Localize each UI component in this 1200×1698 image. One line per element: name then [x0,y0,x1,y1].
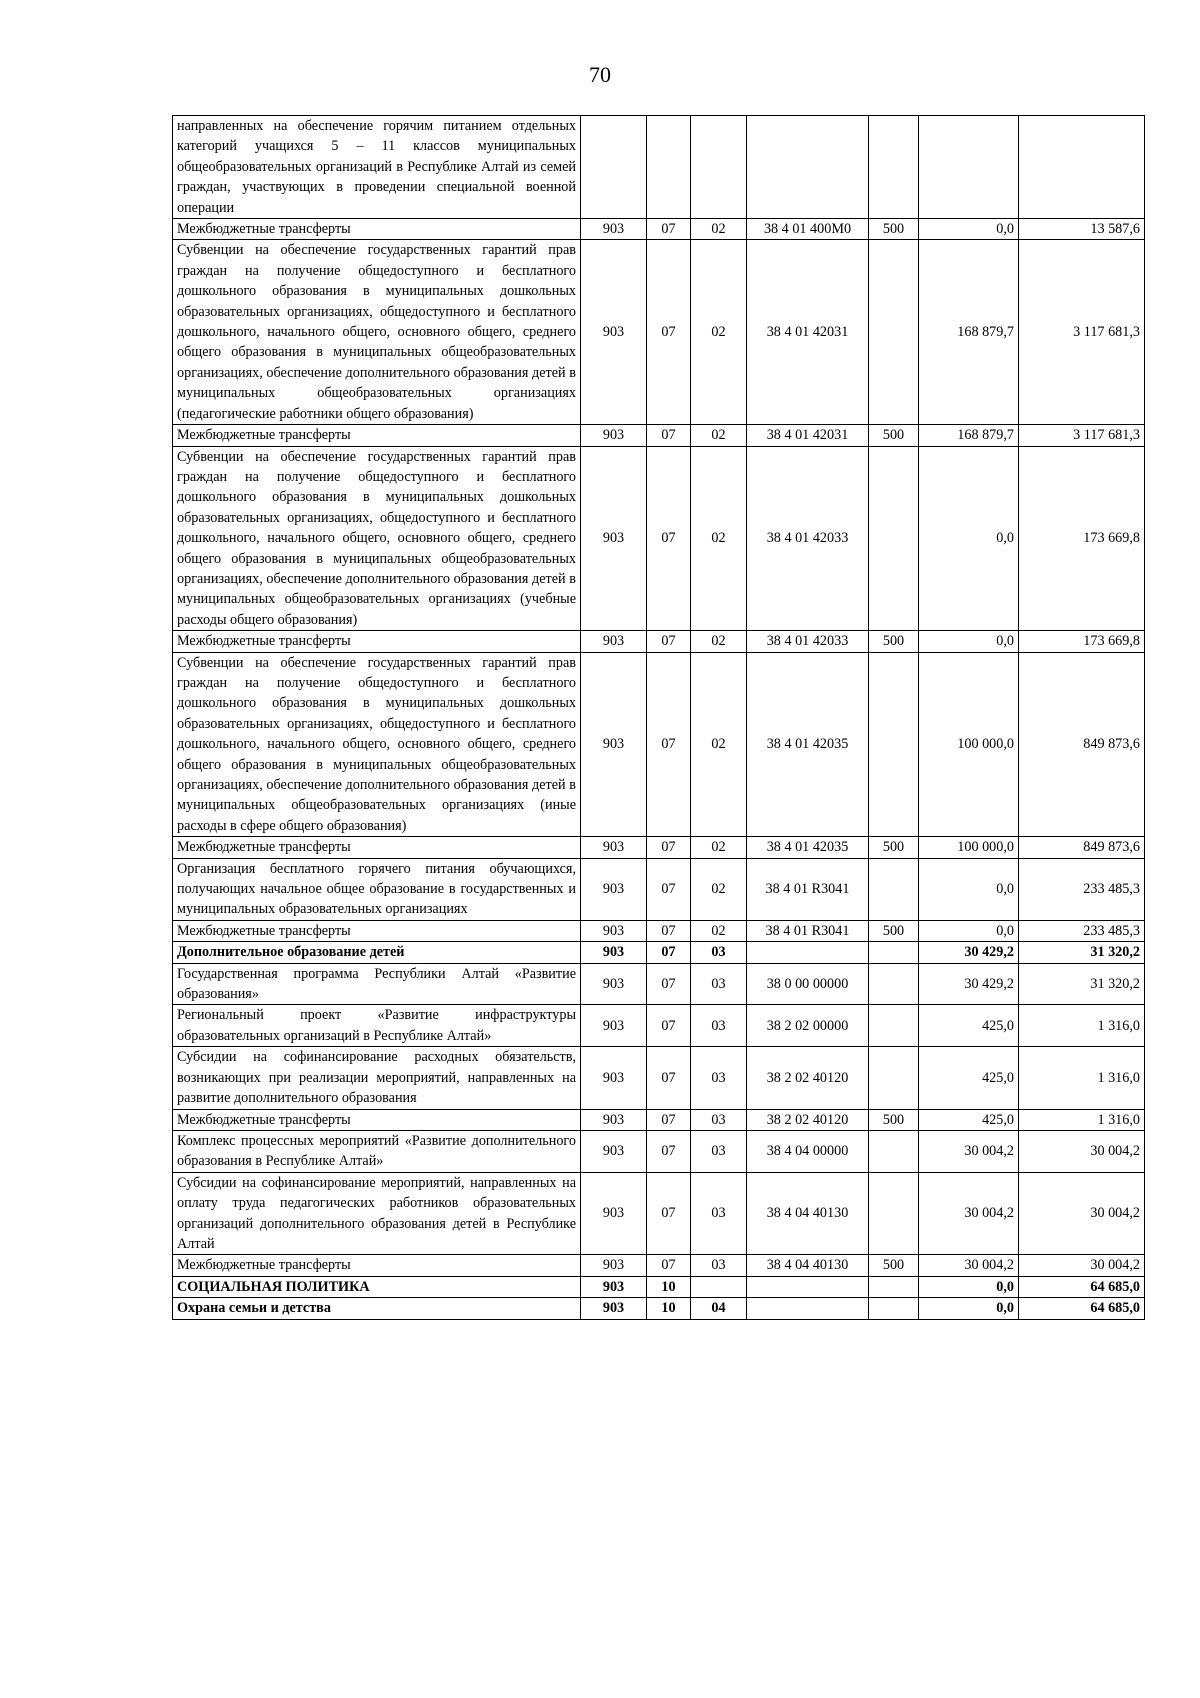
row-expense-type-cell [869,446,919,631]
row-section-cell: 07 [647,1255,691,1276]
row-subsection-cell: 02 [691,631,747,652]
row-expense-type-cell [869,1005,919,1047]
table-row [173,837,1145,858]
row-section-cell: 07 [647,920,691,941]
row-name-cell: Субсидии на софинансирование расходных обязательств, возникающих при реализации мероприятий, направленных на развитие дополнительного образования [173,1047,581,1109]
row-amount-1-cell: 30 429,2 [919,963,1019,1005]
row-admin-code-cell: 903 [581,1298,647,1319]
row-section-cell: 07 [647,240,691,425]
row-expense-type-cell [869,240,919,425]
row-amount-1-cell: 0,0 [919,920,1019,941]
table-row [173,942,1145,963]
row-name-cell: Межбюджетные трансферты [173,631,581,652]
row-target-article-cell [747,1276,869,1297]
row-target-article-cell: 38 4 04 00000 [747,1130,869,1172]
row-admin-code-cell: 903 [581,1276,647,1297]
row-admin-code-cell: 903 [581,1047,647,1109]
row-section-cell: 07 [647,858,691,920]
row-amount-2-cell [1019,116,1145,219]
row-admin-code-cell: 903 [581,425,647,446]
row-name-cell: Субсидии на софинансирование мероприятий, направленных на оплату труда педагогических работников образовательных организаций дополнительного образования детей в Республике Алтай [173,1172,581,1255]
row-target-article-cell: 38 2 02 00000 [747,1005,869,1047]
table-row [173,652,1145,837]
row-subsection-cell: 03 [691,1172,747,1255]
row-section-cell [647,116,691,219]
row-subsection-cell: 02 [691,858,747,920]
row-amount-2-cell: 31 320,2 [1019,963,1145,1005]
row-subsection-cell: 03 [691,1255,747,1276]
row-target-article-cell: 38 4 01 R3041 [747,920,869,941]
row-amount-2-cell: 30 004,2 [1019,1130,1145,1172]
row-amount-2-cell: 13 587,6 [1019,219,1145,240]
row-admin-code-cell: 903 [581,446,647,631]
table-row [173,1047,1145,1109]
row-expense-type-cell: 500 [869,920,919,941]
row-amount-1-cell: 425,0 [919,1005,1019,1047]
table-row [173,1005,1145,1047]
row-subsection-cell: 04 [691,1298,747,1319]
row-amount-2-cell: 233 485,3 [1019,858,1145,920]
row-target-article-cell: 38 4 01 42031 [747,240,869,425]
table-row [173,1172,1145,1255]
row-target-article-cell: 38 4 04 40130 [747,1172,869,1255]
row-expense-type-cell [869,116,919,219]
row-amount-2-cell: 849 873,6 [1019,837,1145,858]
row-admin-code-cell: 903 [581,652,647,837]
table-row [173,631,1145,652]
row-expense-type-cell: 500 [869,1255,919,1276]
row-subsection-cell: 02 [691,920,747,941]
row-subsection-cell: 03 [691,942,747,963]
row-admin-code-cell: 903 [581,240,647,425]
row-amount-1-cell: 168 879,7 [919,425,1019,446]
row-admin-code-cell [581,116,647,219]
table-row [173,219,1145,240]
row-admin-code-cell: 903 [581,1130,647,1172]
row-name-cell: Субвенции на обеспечение государственных гарантий прав граждан на получение общедоступного и бесплатного дошкольного образования в муниципальных дошкольных образовательных организациях, общедоступного и бесплатного дошкольного, начального общего, основного общего, среднего общего образования в муниципальных общеобразовательных организациях, обеспечение дополнительного образования детей в муниципальных общеобразовательных организациях (педагогические работники общего образования) [173,240,581,425]
row-section-cell: 07 [647,219,691,240]
row-subsection-cell: 02 [691,240,747,425]
row-section-cell: 07 [647,963,691,1005]
row-target-article-cell: 38 0 00 00000 [747,963,869,1005]
row-amount-1-cell: 425,0 [919,1109,1019,1130]
row-name-cell: направленных на обеспечение горячим питанием отдельных категорий учащихся 5 – 11 классов муниципальных общеобразовательных организаций в Республике Алтай из семей граждан, участвующих в проведении специальной военной операции [173,116,581,219]
table-row [173,446,1145,631]
table-row [173,116,1145,219]
row-amount-2-cell: 1 316,0 [1019,1109,1145,1130]
row-amount-2-cell: 64 685,0 [1019,1298,1145,1319]
row-expense-type-cell [869,1172,919,1255]
row-target-article-cell [747,116,869,219]
row-admin-code-cell: 903 [581,858,647,920]
row-target-article-cell: 38 4 01 42033 [747,446,869,631]
row-name-cell: Межбюджетные трансферты [173,425,581,446]
row-amount-2-cell: 1 316,0 [1019,1005,1145,1047]
row-name-cell: Охрана семьи и детства [173,1298,581,1319]
row-subsection-cell: 02 [691,425,747,446]
row-amount-2-cell: 31 320,2 [1019,942,1145,963]
row-expense-type-cell [869,858,919,920]
row-name-cell: Организация бесплатного горячего питания обучающихся, получающих начальное общее образование в государственных и муниципальных образовательных организациях [173,858,581,920]
row-subsection-cell: 03 [691,1130,747,1172]
row-amount-2-cell: 3 117 681,3 [1019,240,1145,425]
row-subsection-cell: 02 [691,446,747,631]
row-name-cell: Субвенции на обеспечение государственных гарантий прав граждан на получение общедоступного и бесплатного дошкольного образования в муниципальных дошкольных образовательных организациях, общедоступного и бесплатного дошкольного, начального общего, основного общего, среднего общего образования в муниципальных общеобразовательных организациях, обеспечение дополнительного образования детей в муниципальных общеобразовательных организациях (иные расходы в сфере общего образования) [173,652,581,837]
row-name-cell: Региональный проект «Развитие инфраструктуры образовательных организаций в Республике Алтай» [173,1005,581,1047]
row-amount-1-cell: 0,0 [919,1298,1019,1319]
row-expense-type-cell [869,963,919,1005]
row-amount-1-cell: 168 879,7 [919,240,1019,425]
row-amount-1-cell: 0,0 [919,858,1019,920]
row-section-cell: 10 [647,1276,691,1297]
row-amount-1-cell: 0,0 [919,219,1019,240]
row-expense-type-cell: 500 [869,837,919,858]
table-row [173,858,1145,920]
table-row [173,425,1145,446]
row-section-cell: 07 [647,652,691,837]
row-amount-1-cell: 100 000,0 [919,837,1019,858]
row-target-article-cell: 38 4 01 42033 [747,631,869,652]
row-target-article-cell: 38 4 01 R3041 [747,858,869,920]
row-expense-type-cell [869,1130,919,1172]
row-expense-type-cell [869,1047,919,1109]
row-subsection-cell: 03 [691,1047,747,1109]
row-admin-code-cell: 903 [581,1255,647,1276]
row-admin-code-cell: 903 [581,942,647,963]
table-row [173,1130,1145,1172]
row-expense-type-cell [869,1298,919,1319]
row-admin-code-cell: 903 [581,219,647,240]
row-expense-type-cell: 500 [869,219,919,240]
row-section-cell: 10 [647,1298,691,1319]
row-subsection-cell: 02 [691,837,747,858]
row-amount-1-cell: 30 004,2 [919,1172,1019,1255]
row-expense-type-cell: 500 [869,1109,919,1130]
row-amount-2-cell: 173 669,8 [1019,631,1145,652]
table-row [173,963,1145,1005]
row-name-cell: Межбюджетные трансферты [173,837,581,858]
row-section-cell: 07 [647,1172,691,1255]
table-row [173,1255,1145,1276]
row-amount-1-cell: 30 429,2 [919,942,1019,963]
row-amount-2-cell: 233 485,3 [1019,920,1145,941]
row-section-cell: 07 [647,631,691,652]
row-target-article-cell: 38 4 01 42035 [747,652,869,837]
row-section-cell: 07 [647,1130,691,1172]
row-amount-1-cell: 0,0 [919,1276,1019,1297]
row-expense-type-cell [869,942,919,963]
row-admin-code-cell: 903 [581,920,647,941]
row-name-cell: Государственная программа Республики Алтай «Развитие образования» [173,963,581,1005]
row-amount-2-cell: 849 873,6 [1019,652,1145,837]
row-amount-1-cell [919,116,1019,219]
row-section-cell: 07 [647,1109,691,1130]
table-row [173,1298,1145,1319]
row-name-cell: Межбюджетные трансферты [173,1255,581,1276]
table-row [173,1109,1145,1130]
table-body [173,116,1145,1320]
row-admin-code-cell: 903 [581,963,647,1005]
page-number: 70 [589,62,611,87]
table-row [173,920,1145,941]
row-amount-2-cell: 173 669,8 [1019,446,1145,631]
row-subsection-cell: 03 [691,963,747,1005]
row-name-cell: СОЦИАЛЬНАЯ ПОЛИТИКА [173,1276,581,1297]
row-expense-type-cell [869,1276,919,1297]
row-admin-code-cell: 903 [581,837,647,858]
row-section-cell: 07 [647,446,691,631]
row-target-article-cell: 38 2 02 40120 [747,1047,869,1109]
row-subsection-cell [691,1276,747,1297]
row-subsection-cell: 03 [691,1005,747,1047]
row-name-cell: Межбюджетные трансферты [173,1109,581,1130]
row-amount-2-cell: 1 316,0 [1019,1047,1145,1109]
row-name-cell: Субвенции на обеспечение государственных гарантий прав граждан на получение общедоступного и бесплатного дошкольного образования в муниципальных дошкольных образовательных организациях, общедоступного и бесплатного дошкольного, начального общего, основного общего, среднего общего образования в муниципальных общеобразовательных организациях, обеспечение дополнительного образования детей в муниципальных общеобразовательных организациях (учебные расходы общего образования) [173,446,581,631]
budget-table [172,115,1145,1320]
row-section-cell: 07 [647,1005,691,1047]
row-admin-code-cell: 903 [581,631,647,652]
row-target-article-cell [747,942,869,963]
row-target-article-cell: 38 2 02 40120 [747,1109,869,1130]
row-name-cell: Межбюджетные трансферты [173,920,581,941]
row-amount-2-cell: 3 117 681,3 [1019,425,1145,446]
row-section-cell: 07 [647,942,691,963]
row-target-article-cell: 38 4 01 42031 [747,425,869,446]
row-admin-code-cell: 903 [581,1005,647,1047]
row-amount-1-cell: 0,0 [919,446,1019,631]
row-expense-type-cell: 500 [869,631,919,652]
row-amount-1-cell: 30 004,2 [919,1130,1019,1172]
row-name-cell: Комплекс процессных мероприятий «Развитие дополнительного образования в Республике Алтай» [173,1130,581,1172]
row-subsection-cell: 03 [691,1109,747,1130]
table-row [173,1276,1145,1297]
row-amount-1-cell: 425,0 [919,1047,1019,1109]
row-subsection-cell: 02 [691,219,747,240]
row-expense-type-cell: 500 [869,425,919,446]
row-expense-type-cell [869,652,919,837]
row-target-article-cell: 38 4 01 42035 [747,837,869,858]
row-subsection-cell [691,116,747,219]
row-amount-1-cell: 30 004,2 [919,1255,1019,1276]
row-amount-1-cell: 100 000,0 [919,652,1019,837]
row-target-article-cell: 38 4 01 400М0 [747,219,869,240]
table-row [173,240,1145,425]
row-target-article-cell: 38 4 04 40130 [747,1255,869,1276]
row-admin-code-cell: 903 [581,1109,647,1130]
row-amount-2-cell: 30 004,2 [1019,1255,1145,1276]
row-target-article-cell [747,1298,869,1319]
row-section-cell: 07 [647,837,691,858]
row-amount-2-cell: 64 685,0 [1019,1276,1145,1297]
row-section-cell: 07 [647,425,691,446]
row-amount-1-cell: 0,0 [919,631,1019,652]
row-admin-code-cell: 903 [581,1172,647,1255]
row-subsection-cell: 02 [691,652,747,837]
row-name-cell: Дополнительное образование детей [173,942,581,963]
row-section-cell: 07 [647,1047,691,1109]
row-amount-2-cell: 30 004,2 [1019,1172,1145,1255]
row-name-cell: Межбюджетные трансферты [173,219,581,240]
